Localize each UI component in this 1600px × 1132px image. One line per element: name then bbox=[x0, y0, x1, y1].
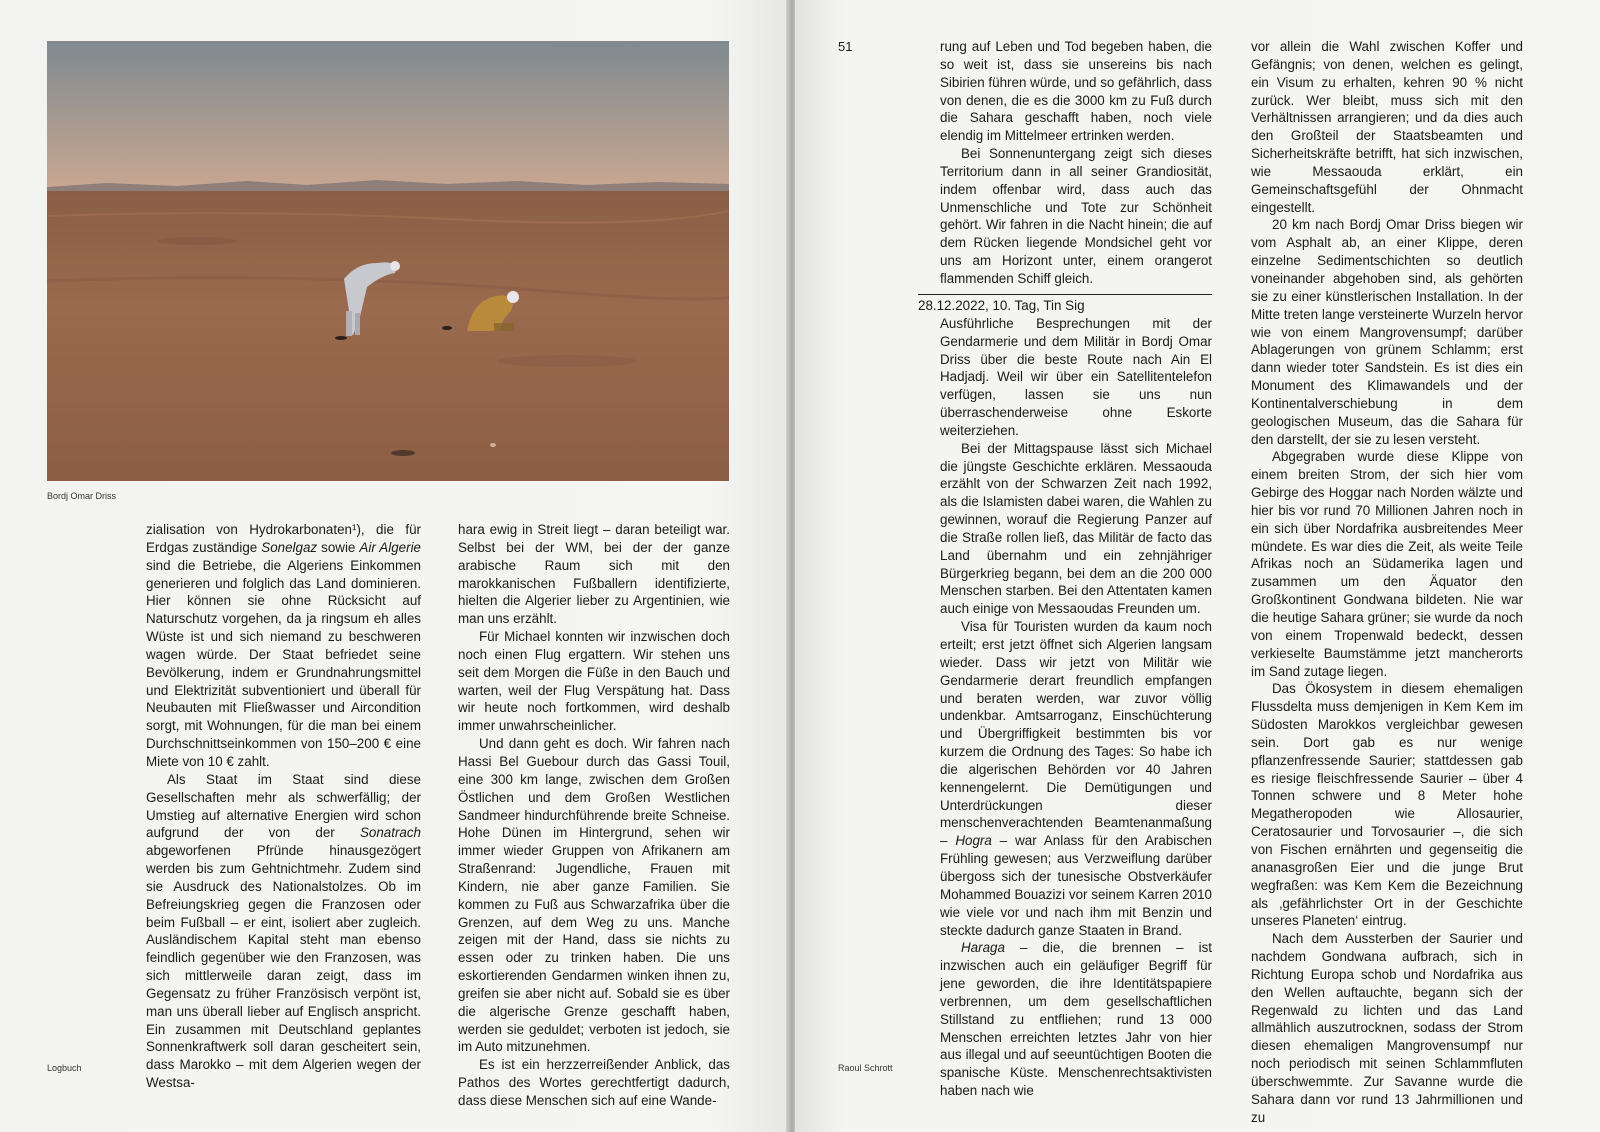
desert-prayer-photo bbox=[47, 41, 729, 481]
footer-logbuch: Logbuch bbox=[47, 1063, 82, 1073]
left-page bbox=[0, 0, 790, 1132]
page-number: 51 bbox=[838, 39, 853, 54]
left-column-2: hara ewig in Streit liegt – daran beteiligt war. Selbst bei der WM, bei der der ganze arabische Raum sich mit den marokkanischen Fußballern identifizierte, hielten die Algerier lieber zu Argentinien, wie man uns erzählt. Für Michael konnten wir inzwischen doch noch einen Flug ergattern. Wir stehen uns seit dem Morgen die Füße in den Bauch und warten, weil der Flug Verspätung hat. Dass wir heute noch fortkommen, wird deshalb immer unwahrscheinlicher. Und dann geht es doch. Wir fahren nach Hassi Bel Guebour durch das Gassi Touil, eine 300 km lange, zwischen dem Großen Östlichen und dem Großen Westlichen Sandmeer hindurchführende breite Schneise. Hohe Dünen im Hintergrund, sehen wir immer wieder Gruppen von Afrikanern am Straßenrand: Jugendliche, Frauen mit Kindern, nie aber ganze Familien. Sie kommen zu Fuß aus Schwarzafrika über die Grenzen, auf dem Weg zu uns. Manche zeigen mit der Hand, dass sie nichts zu essen oder zu trinken haben. Die uns eskortierenden Gendarmen winken ihnen zu, greifen sie aber nicht auf. Sobald sie es über die algerische Grenze geschafft haben, werden sie geduldet; verboten ist jedoch, sie im Auto mitzunehmen. Es ist ein herzzerreißender Anblick, das Pathos des Wortes gerechtfertigt dadurch, dass diese Menschen sich auf eine Wande- bbox=[458, 522, 730, 1108]
right-column-1: rung auf Leben und Tod begeben haben, die so weit ist, dass sie unsereins bis nach Sibirien führen würde, und so gefährlich, dass von denen, die es die 3000 km zu Fuß durch die Sahara geschafft haben, noch viele elendig im Mittelmeer ertrinken werden. Bei Sonnenuntergang zeigt sich dieses Territorium dann in all seiner Grandiosität, indem offenbar wird, dass auch das Unmenschliche und Tote zur Schönheit gehört. Wir fahren in die Nacht hinein; die auf dem Rücken liegende Mondsichel geht vor uns am Horizont unter, einem orangerot flammenden Schiff gleich. 28.12.2022, 10. Tag, Tin Sig Ausführliche Besprechungen mit der Gendarmerie und dem Militär in Bordj Omar Driss über die beste Route nach Ain El Hadjadj. Weil wir über ein Satellitentelefon verfügen, lassen sie uns nun überraschenderweise ohne Eskorte weiterziehen. Bei der Mittagspause lässt sich Michael die jüngste Geschichte erklären. Messaouda erzählt von der Schwarzen Zeit nach 1992, als die Islamisten dabei waren, die Wahlen zu gewinnen, worauf die Regierung Panzer auf die Straße rollen ließ, das Militär de facto das Land übernahm und ein zehnjähriger Bürgerkrieg begann, bei dem an die 200 000 Menschen starben. Bei den Attentaten kamen auch einige von Messaoudas Freunden um. Visa für Touristen wurden da kaum noch erteilt; erst jetzt öffnet sich Algerien langsam wieder. Dass wir jetzt von Militär wie Gendarmerie derart freundlich empfangen und beraten werden, war zuvor völlig undenkbar. Amtsarroganz, Einschüchterung und Übergriffigkeit bestimmten bis vor kurzem die Ordnung des Tages: So habe ich die algerischen Behörden vor 40 Jahren kennengelernt. Die Demütigungen und Unterdrückungen dieser menschenverachtenden Beamtenanmaßung – Hogra – war Anlass für den Arabischen Frühling gewesen; aus Verzweiflung darüber übergoss sich der tunesische Obstverkäufer Mohammed Bouazizi vor seinem Karren 2010 wie viele vor und nach ihm mit Benzin und steckte dadurch ganze Staaten in Brand. Haraga – die, die brennen – ist inzwischen auch ein geläufiger Begriff für jene geworden, die ihre Identitätspapiere verbrennen, um dem gesellschaftlichen Stillstand zu entfliehen; rund 13 000 Menschen erreichten letztes Jahr von hier aus illegal und auf seeuntüchtigen Booten die spanische Küste. Menschenrechtsaktivisten haben nach wie bbox=[918, 39, 1212, 1099]
entry-dateline: 28.12.2022, 10. Tag, Tin Sig bbox=[918, 294, 1212, 315]
right-column-2: vor allein die Wahl zwischen Koffer und Gefängnis; von denen, welchen es gelingt, ein Visum zu erhalten, kehren 90 % nicht zurück. Wer bleibt, muss sich mit den Verhältnissen arrangieren; und da dies auch den Großteil der Staatsbeamten und Sicherheitskräfte betrifft, hat sich inzwischen, wie Messaouda erklärt, ein Gemeinschaftsgefühl der Ohnmacht eingestellt. 20 km nach Bordj Omar Driss biegen wir vom Asphalt ab, an einer Klippe, deren einzelne Sedimentschichten so deutlich voneinander abgehoben sind, als gehörten sie zu einer künstlerischen Installation. In der Mitte treten lange versteinerte Wurzeln hervor wie von einem Mangrovensumpf; darüber Ablagerungen von grünem Schlamm; erst dann wieder toter Sandstein. Es ist dies ein Monument des Klimawandels und der Kontinentalverschiebung in dem geologischen Museum, das die Sahara für den darstellt, der sie zu lesen versteht. Abgegraben wurde diese Klippe von einem breiten Strom, der sich hier vom Gebirge des Hoggar nach Norden wälzte und hier bis vor rund 70 Millionen Jahren noch in ein sich über Nordafrika ausbreitendes Meer mündete. Es war dies die Zeit, als weite Teile Afrikas noch an Südamerika lagen und zusammen um den Äquator den Großkontinent Gondwana bildeten. Nie war die heutige Sahara grüner; sie wurde da noch von einem Tropenwald bedeckt, dessen verkieselte Baumstämme jetzt mancherorts im Sand zutage liegen. Das Ökosystem in diesem ehemaligen Flussdelta muss demjenigen in Kem Kem im Südosten Marokkos vergleichbar gewesen sein. Dort gab es nur wenige pflanzenfressende Saurier; stattdessen gab es riesige fleischfressende Saurier – über 4 Tonnen schwere und 8 Meter hohe Megatheropoden wie Allosaurier, Ceratosaurier und Torvosaurier –, die sich von Fischen ernährten und gegenseitig die ananasgroßen Eier und die junge Brut wegfraßen: was Kem Kem die Bezeichnung als ‚gefährlichster Ort in der Geschichte unseres Planeten‘ eintrug. Nach dem Aussterben der Saurier und nachdem Gondwana aufbrach, sich in Richtung Europa schob und Nordafrika aus den Wellen auftauchte, begann sich der Regenwald zu lichten und das Land allmählich auszutrocknen, sodass der Strom diesen ehemaligen Mangrovensumpf nur noch periodisch mit seinen Schlammfluten überschwemmte. Zur Savanne wurde die Sahara dann vor rund 13 Jahrmillionen und zu bbox=[1251, 39, 1523, 1125]
photo-caption: Bordj Omar Driss bbox=[47, 491, 117, 501]
left-column-1: zialisation von Hydrokarbonaten¹), die für Erdgas zuständige Sonelgaz sowie Air Algerie sind die Betriebe, die Algeriens Einkommen generieren und folglich das Land dominieren. Hier können sie ohne Rücksicht auf Naturschutz vorgehen, da ja ringsum eh alles Wüste ist und sich niemand zu beschweren wagen würde. Der Staat befriedet seine Bevölkerung, indem er Grundnahrungsmittel und Elektrizität subventioniert und überall für Neubauten mit Fließwasser und Aircondition sorgt, mit Wohnungen, für die man bei einem Durchschnittseinkommen von 150–200 € eine Miete von 10 € zahlt. Als Staat im Staat sind diese Gesellschaften mehr als schwerfällig; der Umstieg auf alternative Energien wird schon aufgrund der von der Sonatrach abgeworfenen Pfründe hinausgezögert werden bis zum Gehtnichtmehr. Zudem sind sie Ausdruck des Nationalstolzes. Ob im Befreiungskrieg gegen die Franzosen oder beim Fußball – er eint, isoliert aber zugleich. Ausländischem Kapital steht man ebenso feindlich gegenüber wie den Franzosen, was sich mittlerweile daran zeigt, dass im Gegensatz zu früher Französisch verpönt ist, man uns überall lieber auf Englisch anspricht. Ein zusammen mit Deutschland geplantes Sonnenkraftwerk soll daran gescheitert sein, dass Marokko – mit dem Algerien wegen der Westsa- bbox=[146, 522, 421, 1091]
footer-author: Raoul Schrott bbox=[838, 1063, 893, 1073]
